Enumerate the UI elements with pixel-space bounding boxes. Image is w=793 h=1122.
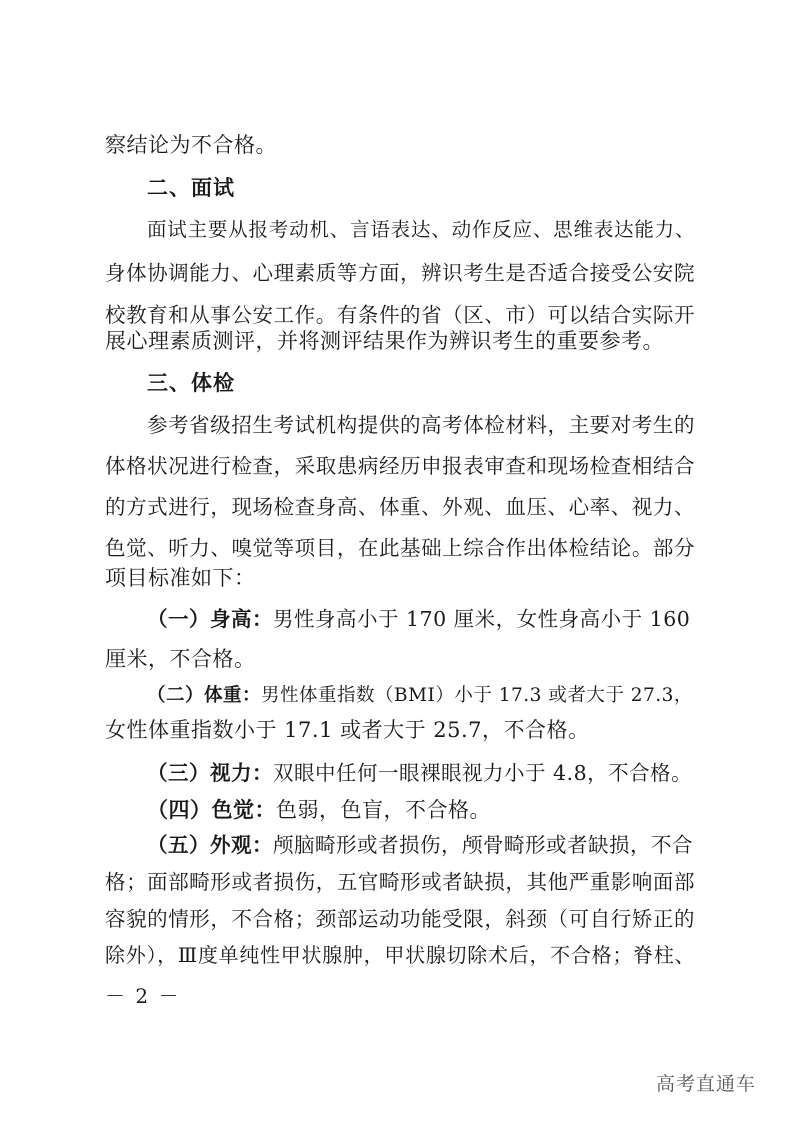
item-label-appearance: （五）外观：	[147, 833, 273, 857]
section-heading-interview: 二、面试	[147, 176, 235, 200]
item-weight	[147, 682, 695, 710]
item-text: 男性体重指数（BMI）小于 17.3 或者大于 27.3，	[261, 685, 693, 706]
item-label-height: （一）身高：	[147, 607, 273, 631]
paragraph-line: 除外），Ⅲ度单纯性甲状腺肿，甲状腺切除术后，不合格；脊柱、	[105, 943, 695, 967]
item-label-color: （四）色觉：	[147, 798, 276, 822]
paragraph-line: 色觉、听力、嗅觉等项目，在此基础上综合作出体检结论。部分	[105, 536, 695, 560]
watermark-text: 高考直通车	[656, 1073, 757, 1095]
paragraph-line: 参考省级招生考试机构提供的高考体检材料，主要对考生的	[147, 413, 695, 437]
item-color	[147, 796, 695, 824]
item-height	[147, 605, 695, 633]
item-text: 颅脑畸形或者损伤，颅骨畸形或者缺损，不合	[273, 833, 693, 857]
page-number: － 2 －	[105, 984, 181, 1008]
paragraph-line: 面试主要从报考动机、言语表达、动作反应、思维表达能力、	[147, 218, 695, 241]
item-vision	[147, 759, 695, 787]
paragraph-line: 察结论为不合格。	[105, 133, 277, 157]
paragraph-line: 身体协调能力、心理素质等方面，辨识考生是否适合接受公安院	[105, 261, 695, 285]
paragraph-line: 女性体重指数小于 17.1 或者大于 25.7，不合格。	[105, 718, 590, 742]
paragraph-line: 容貌的情形，不合格；颈部运动功能受限，斜颈（可自行矫正的	[105, 907, 695, 931]
item-label-weight: （二）体重：	[147, 685, 262, 706]
paragraph-line: 的方式进行，现场检查身高、体重、外观、血压、心率、视力、	[105, 495, 695, 519]
item-text: 男性身高小于 170 厘米，女性身高小于 160	[273, 607, 691, 631]
paragraph-line: 厘米，不合格。	[105, 647, 256, 671]
item-appearance	[147, 831, 695, 859]
paragraph-line: 体格状况进行检查，采取患病经历申报表审查和现场检查相结合	[105, 454, 695, 478]
paragraph-line: 项目标准如下：	[105, 566, 256, 590]
item-label-vision: （三）视力：	[147, 761, 273, 785]
paragraph-line: 展心理素质测评，并将测评结果作为辨识考生的重要参考。	[105, 329, 664, 353]
paragraph-line: 校教育和从事公安工作。有条件的省（区、市）可以结合实际开	[105, 303, 695, 327]
item-text: 双眼中任何一眼裸眼视力小于 4.8，不合格。	[273, 761, 693, 785]
section-heading-physical: 三、体检	[147, 371, 235, 395]
paragraph-line: 格；面部畸形或者损伤，五官畸形或者缺损，其他严重影响面部	[105, 870, 695, 894]
item-text: 色弱，色盲，不合格。	[276, 798, 491, 822]
